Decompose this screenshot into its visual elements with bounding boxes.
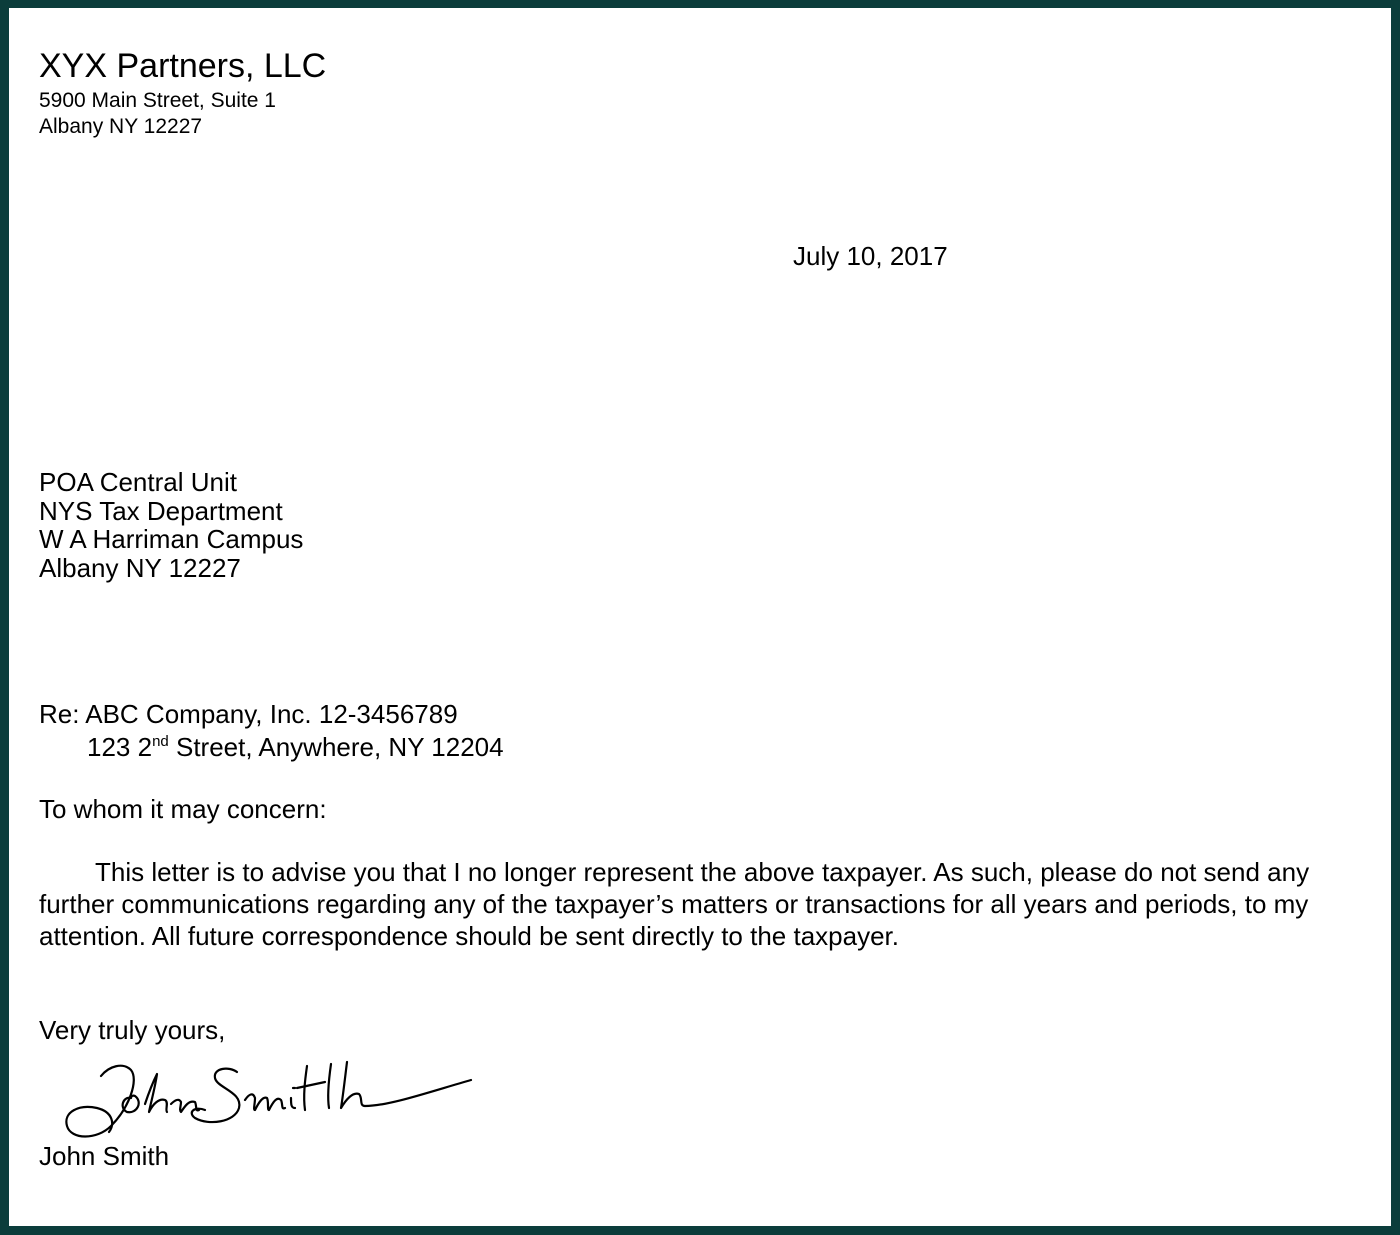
recipient-line-4: Albany NY 12227: [39, 552, 241, 583]
recipient-line-2: NYS Tax Department: [39, 495, 283, 526]
reference-line: Re: ABC Company, Inc. 12-3456789: [39, 699, 458, 729]
handwritten-signature: [49, 1048, 489, 1148]
sender-address-line-1: 5900 Main Street, Suite 1: [39, 89, 276, 112]
reference-address: [87, 731, 504, 763]
sender-company-name: XYX Partners, LLC: [39, 47, 327, 85]
signer-name: John Smith: [39, 1141, 170, 1171]
recipient-line-3: W A Harriman Campus: [39, 524, 304, 554]
body-paragraph: [39, 856, 1369, 952]
closing: Very truly yours,: [39, 1015, 226, 1045]
reference-address-suffix: nd: [152, 733, 169, 750]
signature-text: John Smith: [49, 1048, 55, 1049]
recipient-line-1: POA Central Unit: [39, 467, 237, 497]
sender-address-line-2: Albany NY 12227: [39, 115, 203, 138]
body-text: This letter is to advise you that I no longer represent the above taxpayer. As such, please do not send any further communications regarding any of the taxpayer’s matters or transactions for all years and periods, to my attention. All future correspondence should be sent directly to the taxpayer.: [39, 857, 1310, 951]
reference-address-number: 123 2: [87, 732, 153, 762]
reference-address-rest: Street, Anywhere, NY 12204: [168, 732, 504, 762]
salutation: To whom it may concern:: [39, 794, 327, 824]
letter-date: July 10, 2017: [793, 241, 948, 271]
